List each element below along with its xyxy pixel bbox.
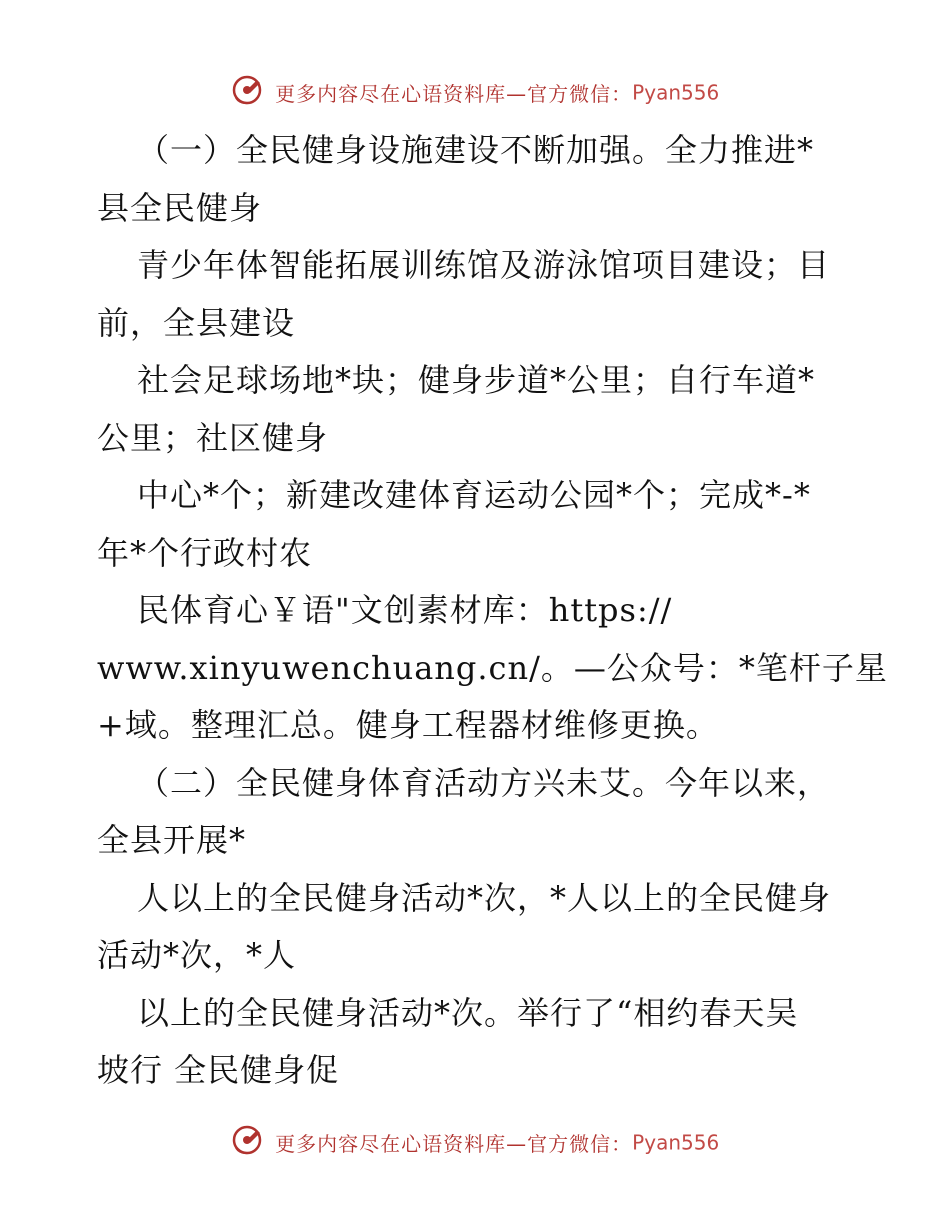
watermark-text: 更多内容尽在心语资料库—官方微信： (275, 82, 633, 106)
watermark-wechat-id: Pyan556 (632, 1130, 720, 1155)
paragraph-line: 人以上的全民健身活动*次，*人以上的全民健身 (137, 878, 832, 917)
paragraph-line: www.xinyuwenchuang.cn/。—公众号：*笔杆子星 (97, 648, 888, 687)
paragraph-line: 活动*次，*人 (97, 936, 297, 974)
paragraph-line: 公里；社区健身 (97, 418, 329, 457)
paragraph-line: 中心*个；新建改建体育运动公园*个；完成*-* (137, 476, 811, 514)
paragraph-line: 全县开展* (97, 821, 247, 859)
watermark-header (0, 74, 950, 111)
paragraph-line: 年*个行政村农 (97, 533, 313, 572)
pen-logo-icon (231, 74, 263, 111)
document-body (97, 122, 888, 1100)
paragraph-line: （二）全民健身体育活动方兴未艾。今年以来， (137, 763, 831, 802)
pen-logo-icon (231, 1124, 263, 1161)
paragraph-line: +域。整理汇总。健身工程器材维修更换。 (97, 706, 719, 744)
watermark-text: 更多内容尽在心语资料库—官方微信： (275, 1132, 633, 1156)
paragraph-line: 县全民健身 (97, 188, 263, 227)
paragraph-line: 前，全县建设 (97, 303, 296, 342)
watermark-wechat-id: Pyan556 (632, 80, 720, 105)
watermark-footer (0, 1124, 950, 1161)
paragraph-line: 社会足球场地*块；健身步道*公里；自行车道* (137, 361, 816, 399)
paragraph-line: 民体育心￥语"文创素材库：https:// (137, 591, 673, 629)
paragraph-line: 青少年体智能拓展训练馆及游泳馆项目建设；目 (137, 246, 831, 284)
paragraph-line: （一）全民健身设施建设不断加强。全力推进* (137, 131, 815, 169)
paragraph-line: 坡行 全民健身促 (97, 1051, 340, 1089)
paragraph-line: 以上的全民健身活动*次。举行了“相约春天吴 (137, 993, 799, 1032)
